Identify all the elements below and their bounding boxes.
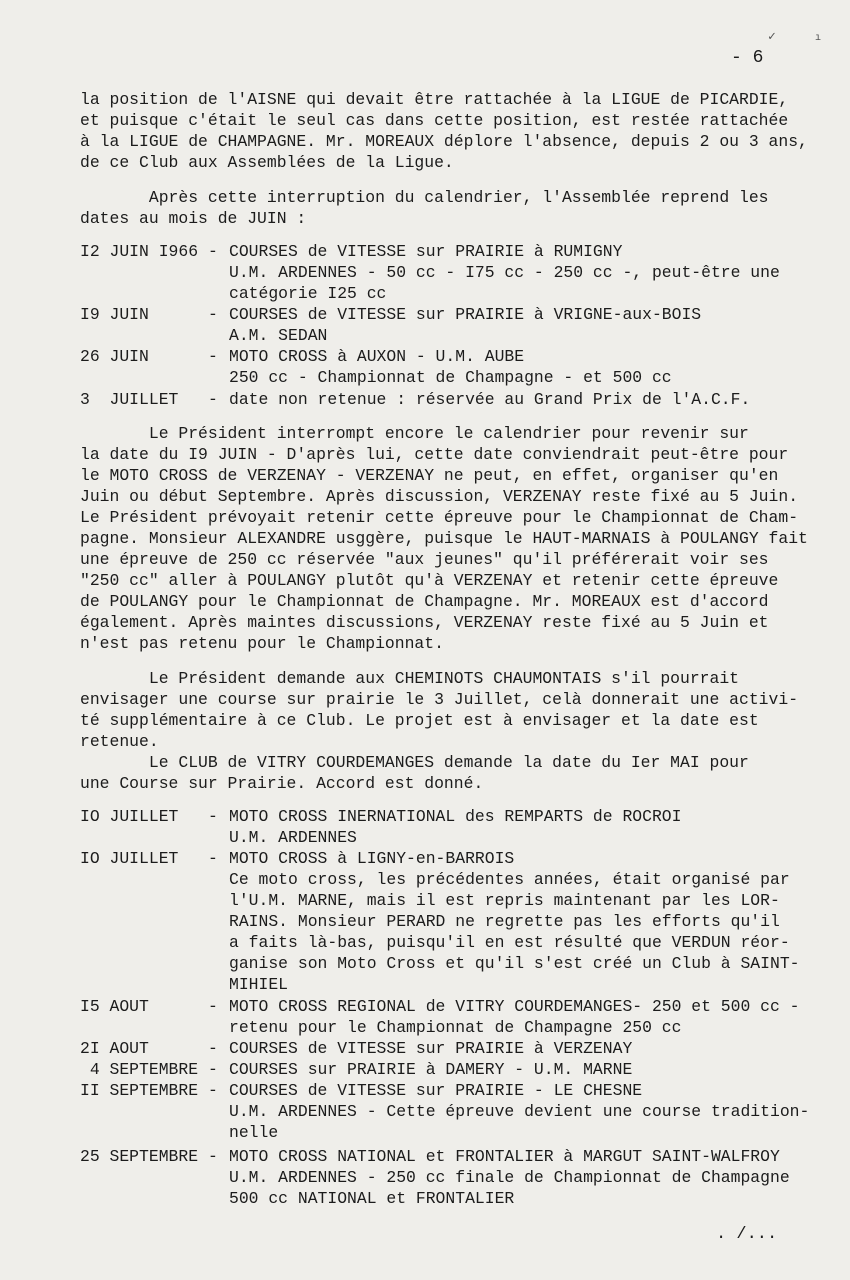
entry-dash: -: [208, 347, 218, 366]
intro-paragraph: [80, 89, 830, 173]
entry-line: U.M. ARDENNES - 50 cc - I75 cc - 250 cc -, peut-être une: [229, 263, 780, 282]
text-line: à la LIGUE de CHAMPAGNE. Mr. MOREAUX déplore l'absence, depuis 2 ou 3 ans,: [80, 132, 808, 151]
entry-line: COURSES de VITESSE sur PRAIRIE à RUMIGNY: [229, 242, 623, 261]
text-line: de ce Club aux Assemblées de la Ligue.: [80, 153, 454, 172]
text-line: retenue.: [80, 732, 159, 751]
entry-dash: -: [208, 807, 218, 826]
entry-date: 25 SEPTEMBRE: [80, 1147, 199, 1166]
entry-date: II SEPTEMBRE: [80, 1081, 199, 1100]
entry-line: 250 cc - Championnat de Champagne - et 500 cc: [229, 368, 672, 387]
text-line: le MOTO CROSS de VERZENAY - VERZENAY ne peut, en effet, organiser qu'en: [80, 466, 779, 485]
vitry-paragraph: [80, 752, 830, 794]
entry-line: MOTO CROSS à AUXON - U.M. AUBE: [229, 347, 525, 366]
text-line: "250 cc" aller à POULANGY plutôt qu'à VERZENAY et retenir cette épreuve: [80, 571, 779, 590]
entry-dash: -: [208, 390, 218, 409]
entry-line: l'U.M. MARNE, mais il est repris maintenant par les LOR-: [229, 891, 780, 910]
apres-paragraph: [80, 187, 830, 229]
cheminots-paragraph: [80, 668, 830, 752]
entry-line: date non retenue : réservée au Grand Prix de l'A.C.F.: [229, 390, 751, 409]
entry-date: IO JUILLET: [80, 849, 179, 868]
entry-dash: -: [208, 242, 218, 261]
text-line: et puisque c'était le seul cas dans cette position, est restée rattachée: [80, 111, 789, 130]
text-line: pagne. Monsieur ALEXANDRE usggère, puisque le HAUT-MARNAIS à POULANGY fait: [80, 529, 808, 548]
text-line: n'est pas retenu pour le Championnat.: [80, 634, 444, 653]
entry-line: COURSES sur PRAIRIE à DAMERY - U.M. MARNE: [229, 1060, 633, 1079]
text-line: Après cette interruption du calendrier, l'Assemblée reprend les: [80, 188, 769, 207]
entry-line: Ce moto cross, les précédentes années, était organisé par: [229, 870, 790, 889]
text-line: té supplémentaire à ce Club. Le projet est à envisager et la date est: [80, 711, 759, 730]
entry-dash: -: [208, 1081, 218, 1100]
entry-line: MIHIEL: [229, 975, 289, 994]
entry-dash: -: [208, 1039, 218, 1058]
president-paragraph: [80, 423, 830, 654]
entry-line: U.M. ARDENNES - Cette épreuve devient une course tradition-: [229, 1102, 810, 1121]
entry-date: I9 JUIN: [80, 305, 149, 324]
text-line: la position de l'AISNE qui devait être rattachée à la LIGUE de PICARDIE,: [80, 90, 789, 109]
entry-line: 500 cc NATIONAL et FRONTALIER: [229, 1189, 515, 1208]
text-line: Le Président demande aux CHEMINOTS CHAUMONTAIS s'il pourrait: [80, 669, 740, 688]
text-line: Le Président interrompt encore le calendrier pour revenir sur: [80, 424, 749, 443]
text-line: de POULANGY pour le Championnat de Champagne. Mr. MOREAUX est d'accord: [80, 592, 769, 611]
entry-date: IO JUILLET: [80, 807, 179, 826]
entry-date: I5 AOUT: [80, 997, 149, 1016]
entry-dash: -: [208, 1060, 218, 1079]
entry-line: MOTO CROSS INERNATIONAL des REMPARTS de ROCROI: [229, 807, 682, 826]
entry-line: U.M. ARDENNES - 250 cc finale de Championnat de Champagne: [229, 1168, 790, 1187]
entry-line: COURSES de VITESSE sur PRAIRIE à VERZENAY: [229, 1039, 633, 1058]
page-number: - 6: [731, 48, 764, 68]
entry-dash: -: [208, 1147, 218, 1166]
text-line: la date du I9 JUIN - D'après lui, cette date conviendrait peut-être pour: [80, 445, 789, 464]
pen-mark: ✓: [768, 29, 776, 44]
entry-line: nelle: [229, 1123, 279, 1142]
text-line: également. Après maintes discussions, VERZENAY reste fixé au 5 Juin et: [80, 613, 769, 632]
entry-date: 4 SEPTEMBRE: [80, 1060, 199, 1079]
text-line: Juin ou début Septembre. Après discussion, VERZENAY reste fixé au 5 Juin.: [80, 487, 799, 506]
entry-line: a faits là-bas, puisqu'il en est résulté que VERDUN réor-: [229, 933, 790, 952]
entry-line: COURSES de VITESSE sur PRAIRIE à VRIGNE-aux-BOIS: [229, 305, 702, 324]
entry-line: RAINS. Monsieur PERARD ne regrette pas les efforts qu'il: [229, 912, 780, 931]
entry-dash: -: [208, 997, 218, 1016]
continuation-mark: . /...: [716, 1225, 778, 1244]
entry-date: 26 JUIN: [80, 347, 149, 366]
entry-date: I2 JUIN I966: [80, 242, 199, 261]
entry-date: 3 JUILLET: [80, 390, 179, 409]
entry-line: MOTO CROSS REGIONAL de VITRY COURDEMANGES- 250 et 500 cc -: [229, 997, 800, 1016]
text-line: envisager une course sur prairie le 3 Juillet, celà donnerait une activi-: [80, 690, 799, 709]
entry-line: A.M. SEDAN: [229, 326, 328, 345]
text-line: dates au mois de JUIN :: [80, 209, 307, 228]
text-line: une Course sur Prairie. Accord est donné.: [80, 774, 484, 793]
entry-line: ganise son Moto Cross et qu'il s'est créé un Club à SAINT-: [229, 954, 800, 973]
entry-line: U.M. ARDENNES: [229, 828, 357, 847]
entry-line: COURSES de VITESSE sur PRAIRIE - LE CHESNE: [229, 1081, 643, 1100]
text-line: Le Président prévoyait retenir cette épreuve pour le Championnat de Cham-: [80, 508, 799, 527]
entry-line: retenu pour le Championnat de Champagne 250 cc: [229, 1018, 682, 1037]
entry-dash: -: [208, 849, 218, 868]
text-line: une épreuve de 250 cc réservée "aux jeunes" qu'il préférerait voir ses: [80, 550, 769, 569]
entry-line: MOTO CROSS à LIGNY-en-BARROIS: [229, 849, 515, 868]
entry-line: MOTO CROSS NATIONAL et FRONTALIER à MARGUT SAINT-WALFROY: [229, 1147, 780, 1166]
entry-line: catégorie I25 cc: [229, 284, 387, 303]
entry-dash: -: [208, 305, 218, 324]
entry-date: 2I AOUT: [80, 1039, 149, 1058]
pen-mark-2: ı: [815, 33, 822, 44]
text-line: Le CLUB de VITRY COURDEMANGES demande la date du Ier MAI pour: [80, 753, 749, 772]
